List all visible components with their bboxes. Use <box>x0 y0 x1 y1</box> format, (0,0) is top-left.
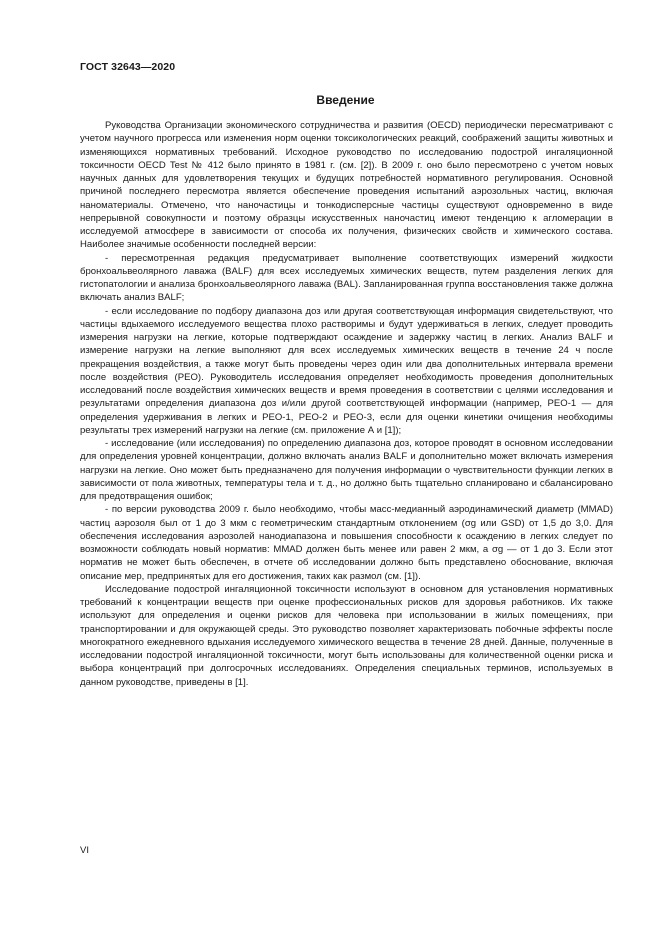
paragraph-intro: Руководства Организации экономического сотрудничества и развития (OECD) периодически пересматривают с учетом научного прогресса или изменения норм оценки токсикологических реакций, соображений защиты животных и изменяющихся нормативных требований. Исходное руководство по исследованию подострой ингаляционной токсичности OECD Test № 412 было принято в 1981 г. (см. [2]). В 2009 г. оно было пересмотрено с учетом новых научных данных для удовлетворения текущих и будущих потребностей нормативного регулирования. Основной причиной последнего пересмотра является обеспечение проведения испытаний аэрозольных частиц, включая наноматериалы. Отмечено, что наночастицы и тонкодисперсные частицы существуют одновременно в виде непрерывной совокупности и поэтому образцы искусственных наночастиц имеют тенденцию к агломерации в исследуемой атмосфере в зависимости от способа их получения, физических свойств и химического состава. Наиболее значимые особенности последней версии: <box>80 120 613 251</box>
paragraph-item-lung-burden: - если исследование по подбору диапазона доз или другая соответствующая информация свидетельствуют, что частицы вдыхаемого исследуемого вещества плохо растворимы и будут удерживаться в легких, следует проводить измерения нагрузки на легкие, которые подтверждают осаждение и задержку частиц в легких. Анализ BALF и измерение нагрузки на легкие выполняют для всех исследуемых химических веществ в течение 24 ч после прекращения воздействия, а также могут быть проведены через один или два дополнительных интервала времени после воздействия (PEO). Руководитель исследования определяет необходимость проведения дополнительных исследований после воздействия химических веществ и время проведения в соответствии с целями исследования и результатами определения диапазона доз и/или другой соответствующей информации (например, PEO-1 — для определения удерживания в легких и PEO-1, PEO-2 и PEO-3, если для оценки кинетики очищения необходимы результаты трех измерений нагрузки на легкие (см. приложение А и [1]); <box>80 305 613 436</box>
paragraph-item-balf: - пересмотренная редакция предусматривает выполнение соответствующих измерений жидкости бронхоальвеолярного лаважа (BALF) для всех исследуемых химических веществ, путем разделения легких для гистопатологии и анализа бронхоальвеолярного лаважа (BAL). Запланированная группа восстановления также должна включать анализ BALF; <box>80 252 613 304</box>
page-number: VI <box>80 845 89 856</box>
body-text <box>80 119 613 689</box>
paragraph-usage: Исследование подострой ингаляционной токсичности используют в основном для установления нормативных требований к концентрации веществ при оценке профессиональных рисков для здоровья работников. Их также используют для определения и оценки рисков для человека при использовании в жилых помещениях, при транспортировании и для окружающей среды. Это руководство позволяет характеризовать побочные эффекты после многократного ежедневного вдыхания исследуемого химического вещества в течение 28 дней. Данные, полученные в исследовании подострой ингаляционной токсичности, могут быть использованы для количественной оценки риска и выбора концентраций при долгосрочных исследованиях. Определения специальных терминов, используемых в данном руководстве, приведены в [1]. <box>80 583 613 688</box>
section-title: Введение <box>316 93 375 107</box>
paragraph-item-mmad: - по версии руководства 2009 г. было необходимо, чтобы масс-медианный аэродинамический диаметр (MMAD) частиц аэрозоля был от 1 до 3 мкм с геометрическим стандартным отклонением (σg или GSD) от 1,5 до 3,0. Для обеспечения исследования аэрозолей нанодиапазона и повышения способности к осаждению в легких следует по возможности соблюдать новый норматив: MMAD должен быть менее или равен 2 мкм, а σg — от 1 до 3. Если этот норматив не может быть обеспечен, в отчете об исследовании должно быть представлено обоснование, включая описание мер, предпринятых для его достижения, таких как размол (см. [1]). <box>80 504 613 582</box>
paragraph-item-range-finding: - исследование (или исследования) по определению диапазона доз, которое проводят в основном исследовании для определения уровней концентрации, должно включать анализ BALF и дополнительно может включать измерения нагрузки на легкие. Оно может быть предназначено для получения информации о чувствительности функции легких в зависимости от пола животных, температуры тела и т. д., но должно быть тщательно спланировано и сбалансировано для предотвращения ошибок; <box>80 438 613 502</box>
standard-header: ГОСТ 32643—2020 <box>80 61 176 73</box>
